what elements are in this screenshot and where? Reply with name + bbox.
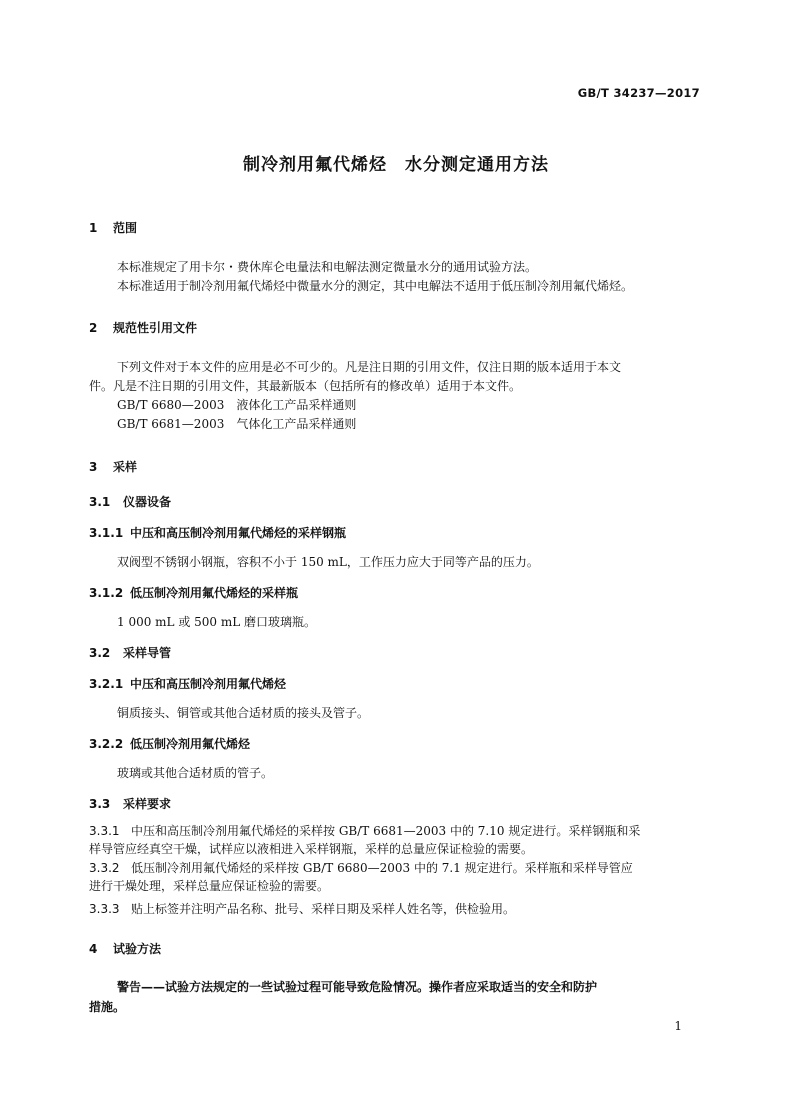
- section-3-2-heading: [89, 644, 171, 661]
- clause-number: 3.3.2: [89, 861, 120, 875]
- section-number: 3: [89, 460, 98, 474]
- conduit-hp-paragraph: 铜质接头、铜管或其他合适材质的接头及管子。: [117, 706, 370, 720]
- section-title: 试验方法: [113, 942, 162, 956]
- cylinder-spec-paragraph: 双阀型不锈钢小钢瓶，容积不小于 150 mL，工作压力应大于同等产品的压力。: [117, 555, 539, 569]
- section-3-heading: [89, 458, 137, 475]
- section-number: 3.2.1: [89, 677, 124, 691]
- normative-paragraph-line-1: 下列文件对于本文件的应用是必不可少的。凡是注日期的引用文件，仅注日期的版本适用于本文: [117, 360, 622, 374]
- section-number: 3.1.2: [89, 586, 124, 600]
- section-number: 3.1: [89, 495, 111, 509]
- section-number: 3.2: [89, 646, 111, 660]
- section-3-1-2-heading: [89, 584, 298, 601]
- section-number: 2: [89, 321, 98, 335]
- standard-code: GB/T 34237—2017: [577, 86, 700, 100]
- clause-3-3-2-line-2: 进行干燥处理，采样总量应保证检验的需要。: [89, 879, 330, 893]
- section-4-heading: [89, 940, 161, 957]
- section-title: 采样导管: [123, 646, 172, 660]
- page-number: 1: [674, 1019, 682, 1033]
- clause-text: 低压制冷剂用氟代烯烃的采样按 GB/T 6680—2003 中的 7.1 规定进行。采样瓶和采样导管应: [131, 861, 633, 875]
- warning-line-2: 措施。: [89, 1000, 126, 1014]
- section-1-heading: [89, 219, 137, 236]
- section-number: 3.1.1: [89, 526, 124, 540]
- section-3-3-heading: [89, 795, 171, 812]
- section-title: 低压制冷剂用氟代烯烃的采样瓶: [130, 586, 299, 600]
- section-title: 规范性引用文件: [113, 321, 198, 335]
- bottle-spec-paragraph: 1 000 mL 或 500 mL 磨口玻璃瓶。: [117, 615, 317, 629]
- scope-paragraph-1: 本标准规定了用卡尔・费休库仑电量法和电解法测定微量水分的通用试验方法。: [117, 260, 538, 274]
- clause-text: 中压和高压制冷剂用氟代烯烃的采样按 GB/T 6681—2003 中的 7.10 规定进行。采样钢瓶和采: [131, 824, 641, 838]
- clause-number: 3.3.3: [89, 902, 120, 916]
- reference-gbt-6681: GB/T 6681—2003 气体化工产品采样通则: [117, 417, 357, 431]
- reference-gbt-6680: GB/T 6680—2003 液体化工产品采样通则: [117, 398, 357, 412]
- clause-number: 3.3.1: [89, 824, 120, 838]
- section-3-2-1-heading: [89, 675, 286, 692]
- section-title: 采样: [113, 460, 138, 474]
- section-title: 低压制冷剂用氟代烯烃: [130, 737, 251, 751]
- section-2-heading: [89, 319, 197, 336]
- section-title: 范围: [113, 221, 138, 235]
- section-3-2-2-heading: [89, 735, 250, 752]
- section-title: 中压和高压制冷剂用氟代烯烃: [130, 677, 287, 691]
- section-number: 4: [89, 942, 98, 956]
- section-number: 3.2.2: [89, 737, 124, 751]
- section-3-1-1-heading: [89, 524, 346, 541]
- clause-text: 贴上标签并注明产品名称、批号、采样日期及采样人姓名等，供检验用。: [131, 902, 516, 916]
- normative-paragraph-line-2: 件。凡是不注日期的引用文件，其最新版本（包括所有的修改单）适用于本文件。: [89, 379, 522, 393]
- clause-3-3-2-line-1: [89, 859, 633, 877]
- scope-paragraph-2: 本标准适用于制冷剂用氟代烯烃中微量水分的测定，其中电解法不适用于低压制冷剂用氟代烯烃。: [117, 279, 634, 293]
- conduit-lp-paragraph: 玻璃或其他合适材质的管子。: [117, 766, 274, 780]
- section-number: 3.3: [89, 797, 111, 811]
- clause-3-3-1-line-1: [89, 822, 640, 840]
- section-title: 采样要求: [123, 797, 172, 811]
- document-title: 制冷剂用氟代烯烃 水分测定通用方法: [243, 155, 549, 175]
- section-number: 1: [89, 221, 98, 235]
- section-3-1-heading: [89, 493, 171, 510]
- clause-3-3-3-line-1: [89, 900, 515, 918]
- warning-line-1: 警告——试验方法规定的一些试验过程可能导致危险情况。操作者应采取适当的安全和防护: [117, 980, 598, 994]
- section-title: 仪器设备: [123, 495, 172, 509]
- clause-3-3-1-line-2: 样导管应经真空干燥，试样应以液相进入采样钢瓶，采样的总量应保证检验的需要。: [89, 842, 534, 856]
- section-title: 中压和高压制冷剂用氟代烯烃的采样钢瓶: [130, 526, 347, 540]
